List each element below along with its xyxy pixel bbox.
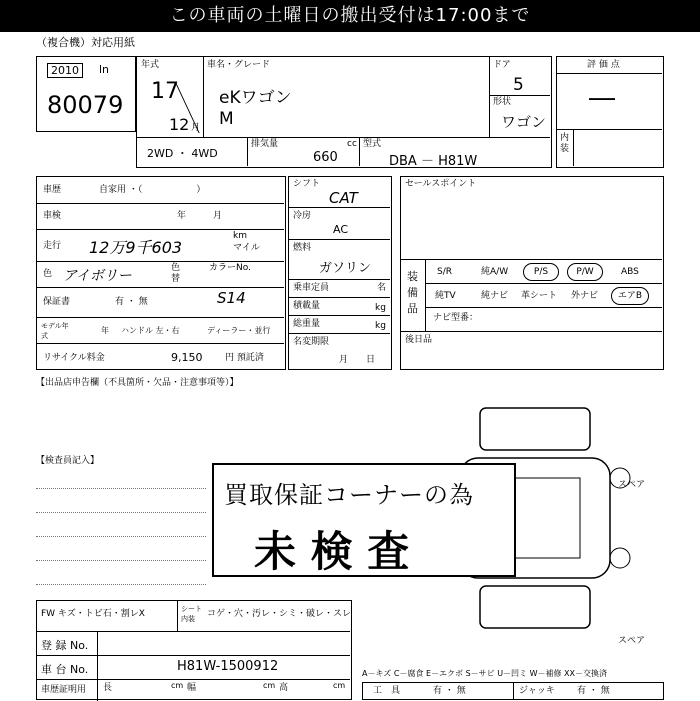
spec-column xyxy=(288,176,392,370)
seat-damage-text: コゲ・穴・汚レ・シミ・破レ・スレ xyxy=(207,609,352,619)
reg-month: 12 xyxy=(169,115,190,134)
equip-sunroof: S/R xyxy=(437,267,452,277)
stamp-line1: 買取保証コーナーの為 xyxy=(224,481,474,509)
equip-power-windows: P/W xyxy=(567,263,603,281)
color-value: アイボリー xyxy=(63,268,132,284)
mile-unit: マイル xyxy=(233,243,260,253)
equip-abs: ABS xyxy=(621,267,639,277)
shaken-value: 年 月 xyxy=(177,211,223,221)
fuel-label: 燃料 xyxy=(293,243,312,253)
fw-damage-text: FW キズ・トビ石・割レX xyxy=(41,609,145,619)
history-label: 車歴 xyxy=(43,185,62,195)
unchecked-stamp xyxy=(212,463,516,577)
jack-label: ジャッキ xyxy=(519,686,555,696)
color-no: S14 xyxy=(217,289,246,307)
rating-box xyxy=(556,56,664,168)
lot-number: 80079 xyxy=(47,91,124,119)
aircon-label: 冷房 xyxy=(293,211,312,221)
body-shape: ワゴン xyxy=(501,113,547,131)
shop-notes-header: 【出品店申告欄（不具箇所・欠品・注意事項等）】 xyxy=(36,378,239,388)
renew-unit: 月 日 xyxy=(339,355,376,365)
equip-tv: 純TV xyxy=(435,291,456,301)
navi-model-label: ナビ型番： xyxy=(433,313,479,323)
history-value: 自家用 ・（ ） xyxy=(99,185,206,195)
rating-value: ― xyxy=(589,83,615,113)
sales-point-label: セールスポイント xyxy=(405,179,477,189)
interior-label: 内装 xyxy=(560,133,570,154)
bottom-info-table xyxy=(36,600,352,700)
shape-label: 形状 xyxy=(493,97,512,107)
capacity-label: 乗車定員 xyxy=(293,283,330,293)
km-unit: km xyxy=(233,231,247,241)
mileage: 12万9千603 xyxy=(89,238,183,257)
chassis-label: 車 台 No. xyxy=(41,663,89,676)
equip-power-steering: P/S xyxy=(523,263,559,281)
tools-jack-box xyxy=(362,682,664,700)
lot-box xyxy=(36,56,136,132)
width-unit: cm xyxy=(263,681,276,690)
inspector-notes-header: 【検査員記入】 xyxy=(36,456,100,466)
displacement: 660 xyxy=(313,150,338,165)
equip-label: 装備品 xyxy=(407,270,418,315)
vehicle-header-table xyxy=(136,56,552,168)
equip-navi: 純ナビ xyxy=(481,291,509,301)
spare-label-top: スペア xyxy=(618,480,646,490)
grade: M xyxy=(219,109,234,129)
length-label: 長 xyxy=(103,683,113,693)
shift-value: CAT xyxy=(329,189,358,207)
color-label: 色 xyxy=(43,269,53,279)
model-code-label: 型式 xyxy=(363,139,382,149)
tag-suffix: ln xyxy=(99,63,110,76)
chassis-number: H81W-1500912 xyxy=(177,659,279,674)
color-change-label: 色替 xyxy=(171,263,181,284)
recycle-amount: 9,150 xyxy=(171,351,203,364)
model-code: DBA － H81W xyxy=(389,154,478,169)
form-subtitle: （複合機）対応用紙 xyxy=(36,36,135,49)
car-name-label: 車名・グレード xyxy=(207,60,271,70)
stamp-line2: 未 検 査 xyxy=(254,527,410,576)
cert-label: 車歴証明用 xyxy=(41,685,87,695)
door-label: ドア xyxy=(493,60,511,70)
cc-unit: cc xyxy=(347,139,357,149)
year-tag: 2010 xyxy=(47,63,83,78)
model-year-label: モデル年式 xyxy=(41,322,69,340)
shift-label: シフト xyxy=(293,179,321,189)
saturday-notice-banner: この車両の土曜日の搬出受付は17:00まで xyxy=(0,0,700,32)
car-name: eKワゴン xyxy=(219,88,292,108)
door-count: 5 xyxy=(513,75,524,95)
load-label: 積載量 xyxy=(293,301,321,311)
equip-leather: 革シート xyxy=(521,291,558,301)
equip-alloy-wheels: 純A/W xyxy=(481,267,509,277)
width-label: 幅 xyxy=(187,683,197,693)
jack-value: 有 ・ 無 xyxy=(577,686,610,696)
length-unit: cm xyxy=(171,681,184,690)
month-unit: 月 xyxy=(191,123,201,133)
spare-label: スペア xyxy=(618,636,646,646)
rating-label: 評 価 点 xyxy=(587,60,620,70)
height-label: 高 xyxy=(279,683,289,693)
shaken-label: 車検 xyxy=(43,211,62,221)
dealer-label: ディーラー・並行 xyxy=(207,326,271,335)
drive-type: 2WD ・ 4WD xyxy=(147,147,218,160)
equip-grid xyxy=(425,259,662,331)
mileage-label: 走行 xyxy=(43,241,62,251)
vehicle-details-table xyxy=(36,176,286,370)
displacement-label: 排気量 xyxy=(251,139,279,149)
recycle-label: リサイクル料金 xyxy=(43,353,105,363)
aircon-value: AC xyxy=(333,223,349,236)
damage-legend: A－キズ C－腐食 E－エクボ S－サビ U－凹ミ W－補修 XX－交換済 xyxy=(362,669,608,678)
seat-label: シート内装 xyxy=(181,605,202,623)
fuel-value: ガソリン xyxy=(319,261,372,276)
sales-equip-box xyxy=(400,176,664,370)
height-unit: cm xyxy=(333,681,346,690)
tools-label: 工 具 xyxy=(373,686,401,696)
renew-label: 名変期限 xyxy=(293,337,330,347)
era-year: 17 xyxy=(151,79,179,104)
after-items-label: 後日品 xyxy=(405,335,433,345)
warranty-label: 保証書 xyxy=(43,297,71,307)
tools-value: 有 ・ 無 xyxy=(433,686,466,696)
capacity-unit: 名 xyxy=(377,283,387,293)
weight-unit: kg xyxy=(375,321,386,331)
recycle-unit: 円 預託済 xyxy=(225,353,264,363)
warranty-value: 有 ・ 無 xyxy=(115,297,148,307)
reg-no-label: 登 録 No. xyxy=(41,639,89,652)
load-unit: kg xyxy=(375,303,386,313)
equip-ext-navi: 外ナビ xyxy=(571,291,599,301)
model-year-unit: 年 xyxy=(101,326,109,335)
equip-airbag: エアB xyxy=(611,287,649,305)
weight-label: 総重量 xyxy=(293,319,321,329)
color-no-label: カラーNo. xyxy=(209,263,251,273)
year-label: 年式 xyxy=(141,60,160,70)
handle-label: ハンドル 左・右 xyxy=(121,326,180,335)
